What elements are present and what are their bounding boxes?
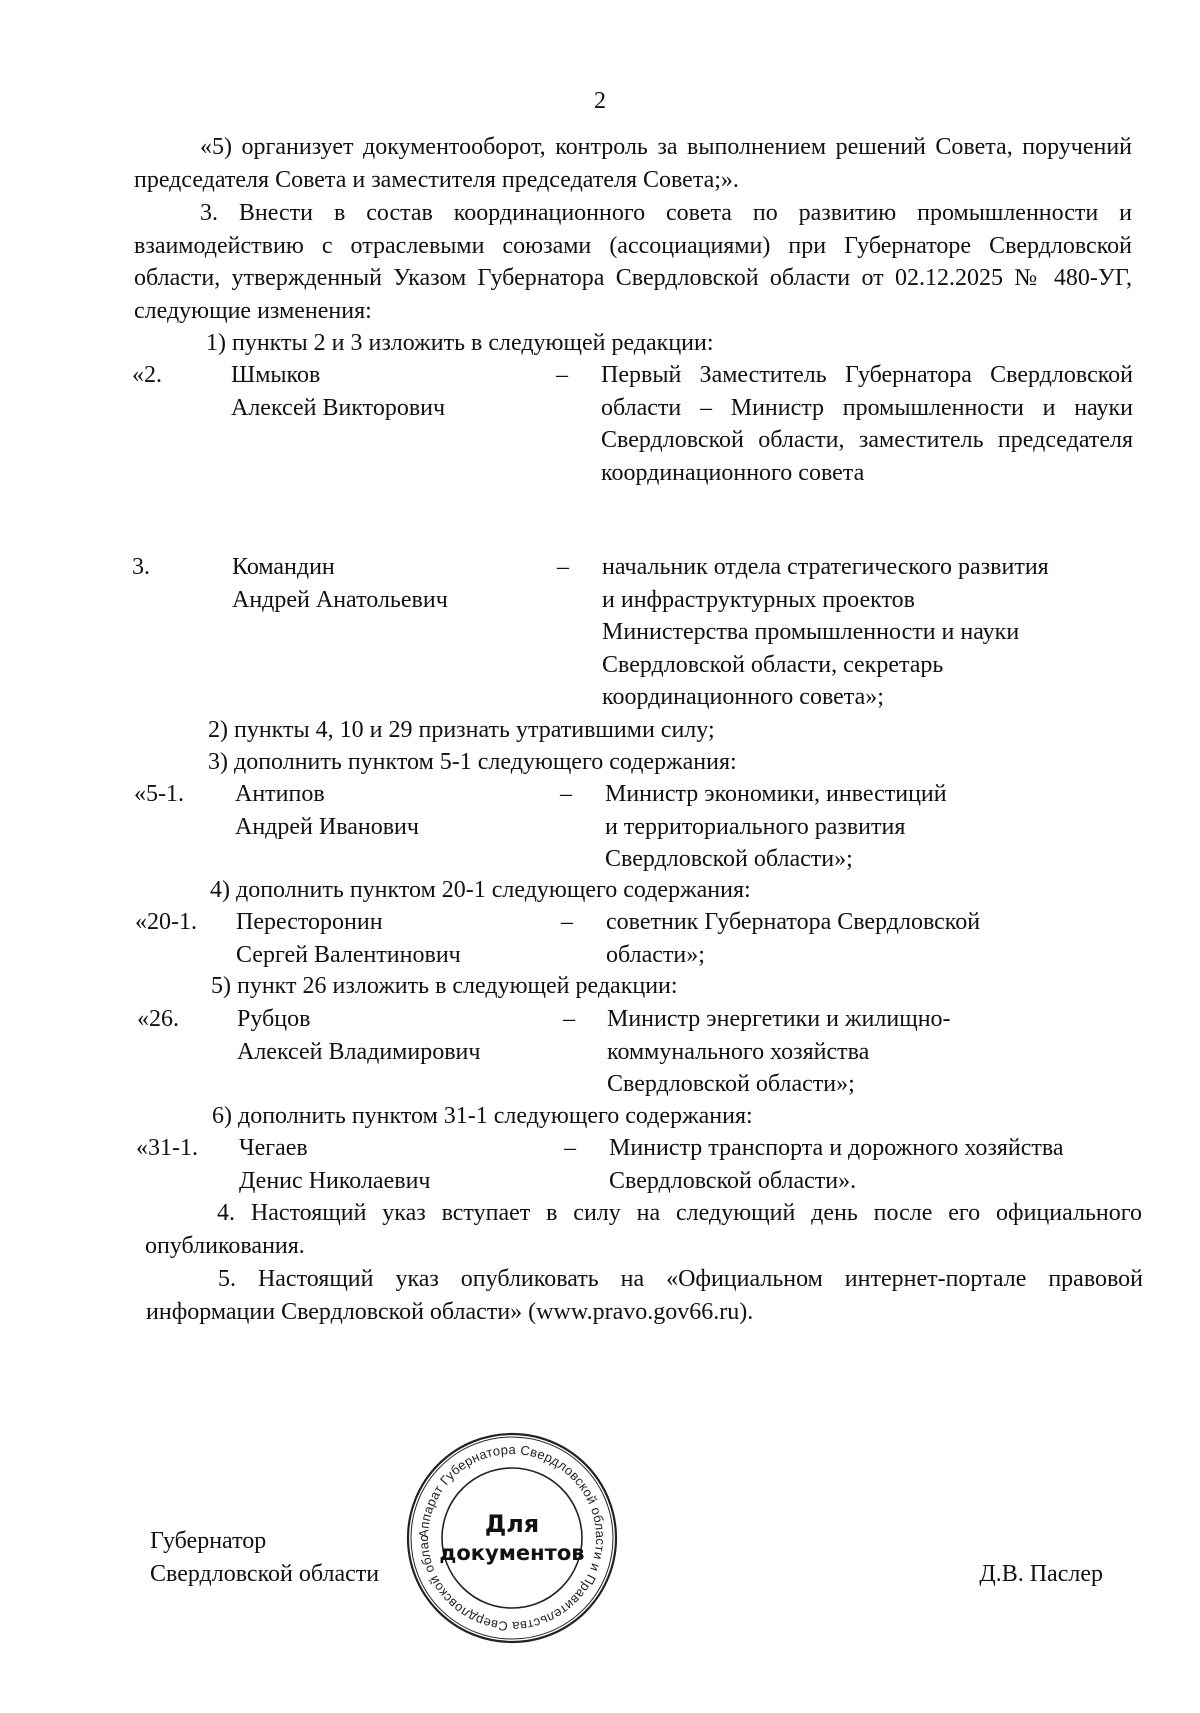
subitem-5: 5) пункт 26 изложить в следующей редакции: — [211, 973, 678, 999]
subitem-6: 6) дополнить пунктом 31-1 следующего содержания: — [212, 1103, 753, 1129]
stamp-center-line-1: Для — [484, 1510, 540, 1538]
signature-title: Губернатор Свердловской области — [150, 1528, 380, 1587]
member-position: Министр экономики, инвестиций и территориального развития Свердловской области»; — [605, 781, 947, 872]
subitem-1: 1) пункты 2 и 3 изложить в следующей редакции: — [206, 330, 714, 356]
member-position: Министр транспорта и дорожного хозяйства Свердловской области». — [609, 1135, 1064, 1194]
stamp-center-line-2: документов — [439, 1541, 585, 1565]
member-dash: – — [563, 1006, 575, 1032]
signature-name: Д.В. Паслер — [979, 1561, 1103, 1587]
member-number: «20-1. — [135, 909, 197, 935]
member-name: Командин Андрей Анатольевич — [232, 554, 448, 613]
member-number: «31-1. — [136, 1135, 198, 1161]
stamp-seal-graphic — [402, 1428, 622, 1648]
member-number: «5-1. — [134, 781, 184, 807]
subitem-4: 4) дополнить пунктом 20-1 следующего содержания: — [210, 877, 751, 903]
member-dash: – — [564, 1135, 576, 1161]
member-position: Министр энергетики и жилищно- коммунального хозяйства Свердловской области»; — [607, 1006, 951, 1097]
member-name: Рубцов Алексей Владимирович — [237, 1006, 481, 1065]
official-stamp — [402, 1428, 622, 1648]
item-3-paragraph: 3. Внести в состав координационного совета по развитию промышленности и взаимодействию с отраслевыми союзами (ассоциациями) при Губернаторе Свердловской области, утвержденный Указом Губернатора Свердловской области от 02.12.2025 № 480-УГ, следующие изменения: — [134, 200, 1132, 324]
member-name: Антипов Андрей Иванович — [235, 781, 419, 840]
item-5-paragraph: 5. Настоящий указ опубликовать на «Официальном интернет-портале правовой информации Свердловской области» (www.pravo.gov66.ru). — [146, 1266, 1143, 1325]
item-4-paragraph: 4. Настоящий указ вступает в силу на следующий день после его официального опубликования. — [145, 1200, 1142, 1259]
member-name: Чегаев Денис Николаевич — [239, 1135, 431, 1194]
member-dash: – — [560, 781, 572, 807]
member-number: 3. — [132, 554, 150, 580]
member-position: Первый Заместитель Губернатора Свердловской области – Министр промышленности и науки Свердловской области, заместитель председателя координационного совета — [601, 362, 1133, 486]
member-dash: – — [556, 362, 568, 388]
subitem-2: 2) пункты 4, 10 и 29 признать утратившими силу; — [208, 717, 715, 743]
member-name: Пересторонин Сергей Валентинович — [236, 909, 461, 968]
stamp-ring-text: Аппарат Губернатора Свердловской области и Правительства Свердловской облас — [415, 1441, 609, 1635]
page-number: 2 — [594, 88, 606, 114]
member-dash: – — [561, 909, 573, 935]
member-name: Шмыков Алексей Викторович — [231, 362, 446, 421]
member-number: «26. — [137, 1006, 179, 1032]
intro-paragraph: «5) организует документооборот, контроль за выполнением решений Совета, поручений председателя Совета и заместителя председателя Совета;». — [134, 134, 1132, 193]
subitem-3: 3) дополнить пунктом 5-1 следующего содержания: — [208, 749, 737, 775]
member-number: «2. — [132, 362, 162, 388]
member-position: советник Губернатора Свердловской области»; — [606, 909, 981, 968]
member-dash: – — [557, 554, 569, 580]
member-position: начальник отдела стратегического развития и инфраструктурных проектов Министерства промышленности и науки Свердловской области, секретарь координационного совета»; — [602, 554, 1049, 710]
